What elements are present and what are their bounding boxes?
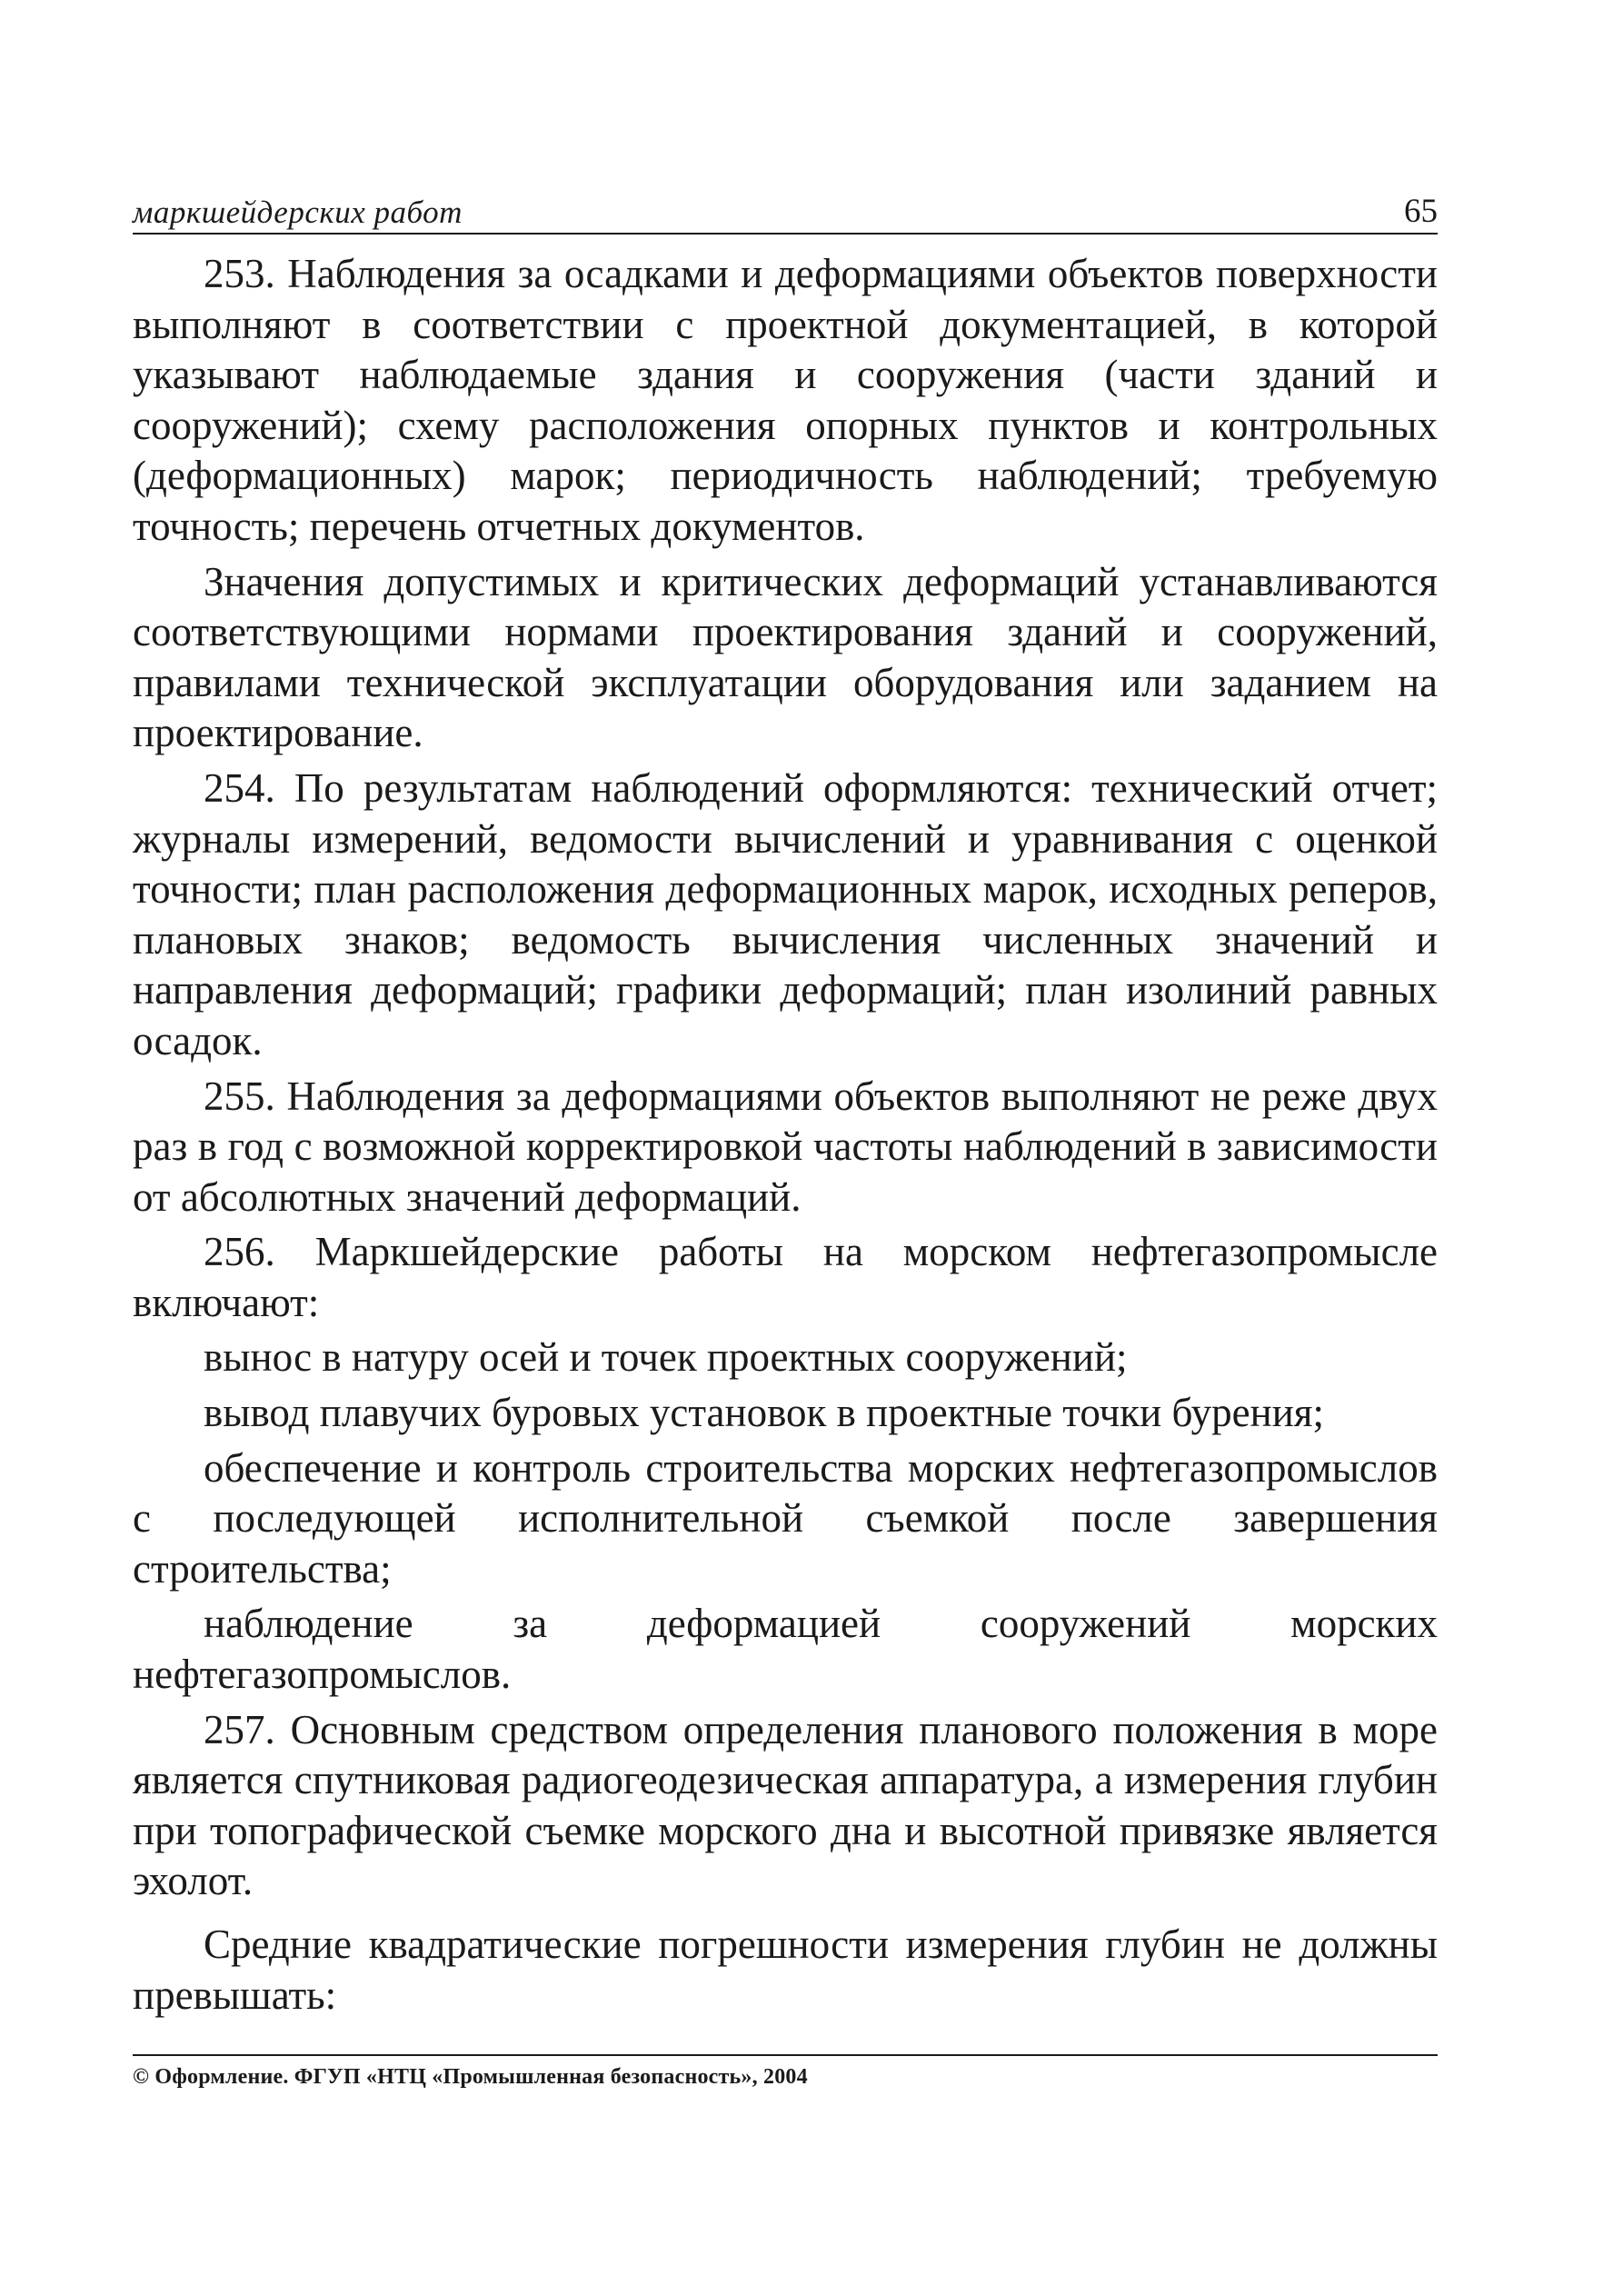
page xyxy=(133,193,1438,2025)
body-text xyxy=(133,249,1438,2021)
paragraph-253-values: Значения допустимых и критических деформаций устанавливаются соответствующими нормами проектирования зданий и сооружений, правилами технической эксплуатации оборудования или заданием на проектирование. xyxy=(133,558,1438,756)
paragraph-254: 254. По результатам наблюдений оформляются: технический отчет; журналы измерений, ведомости вычислений и уравнивания с оценкой точности; план расположения деформационных марок, исходных реперов, плановых знаков; ведомость вычисления численных значений и направления деформаций; графики деформаций; план изолиний равных осадок. xyxy=(133,764,1438,1063)
list-item: вывод плавучих буровых установок в проектные точки бурения; xyxy=(204,1390,1324,1436)
running-head xyxy=(133,193,1438,235)
footer-copyright: © Оформление. ФГУП «НТЦ «Промышленная безопасность», 2004 xyxy=(133,2065,808,2089)
running-title: маркшейдерских работ xyxy=(133,195,463,230)
paragraph-255: 255. Наблюдения за деформациями объектов выполняют не реже двух раз в год с возможной корректировкой частоты наблюдений в зависимости от абсолютных значений деформаций. xyxy=(133,1073,1438,1220)
page-number: 65 xyxy=(1404,193,1438,230)
list-item: вынос в натуру осей и точек проектных сооружений; xyxy=(204,1334,1128,1381)
paragraph-257: 257. Основным средством определения планового положения в море является спутниковая радиогеодезическая аппаратура, а измерения глубин при топографической съемке морского дна и высотной привязке является эхолот. xyxy=(133,1706,1438,1904)
list-item: наблюдение за деформацией сооружений морских нефтегазопромыслов. xyxy=(133,1601,1438,1698)
list-item: обеспечение и контроль строительства морских нефтегазопромыслов с последующей исполнительной съемкой после завершения строительства; xyxy=(133,1444,1438,1592)
footer-rule xyxy=(133,2054,1438,2056)
paragraph-257-depths: Средние квадратические погрешности измерения глубин не должны превышать: xyxy=(133,1922,1438,2018)
paragraph-256: 256. Маркшейдерские работы на морском нефтегазопромысле включают: xyxy=(133,1229,1438,1325)
paragraph-253: 253. Наблюдения за осадками и деформациями объектов поверхности выполняют в соответствии с проектной документацией, в которой указывают наблюдаемые здания и сооружения (части зданий и сооружений); схему расположения опорных пунктов и контрольных (деформационных) марок; периодичность наблюдений; требуемую точность; перечень отчетных документов. xyxy=(133,251,1438,549)
